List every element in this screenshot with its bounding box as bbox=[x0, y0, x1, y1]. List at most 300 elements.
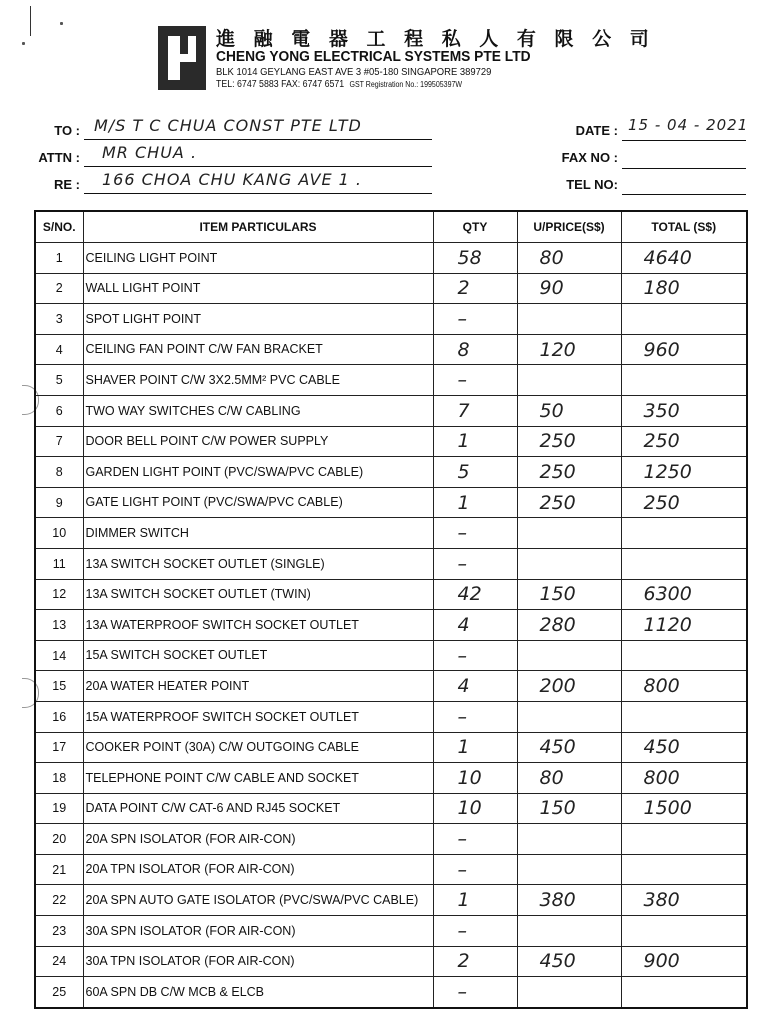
row-sno-cell bbox=[35, 610, 83, 641]
row-qty: 10 bbox=[457, 797, 482, 820]
row-total: 450 bbox=[643, 736, 680, 759]
row-item: GATE LIGHT POINT (PVC/SWA/PVC CABLE) bbox=[85, 495, 343, 510]
row-total-cell bbox=[621, 487, 747, 518]
row-sno-cell bbox=[35, 548, 83, 579]
row-qty-cell bbox=[433, 243, 517, 274]
row-total bbox=[622, 859, 644, 881]
row-item-cell bbox=[83, 701, 433, 732]
row-uprice-cell bbox=[517, 732, 621, 763]
row-item: GARDEN LIGHT POINT (PVC/SWA/PVC CABLE) bbox=[85, 464, 364, 479]
row-total-cell bbox=[621, 334, 747, 365]
row-item-cell bbox=[83, 610, 433, 641]
row-sno: 12 bbox=[52, 587, 67, 602]
row-qty: – bbox=[457, 705, 467, 728]
row-total bbox=[622, 522, 644, 544]
row-total: 1120 bbox=[643, 613, 692, 636]
row-qty-cell bbox=[433, 395, 517, 426]
row-qty-cell bbox=[433, 763, 517, 794]
row-item: 13A SWITCH SOCKET OUTLET (TWIN) bbox=[85, 587, 311, 602]
row-sno-cell bbox=[35, 273, 83, 304]
row-qty: 7 bbox=[457, 399, 470, 422]
row-total-cell bbox=[621, 457, 747, 488]
table-row bbox=[35, 579, 747, 610]
row-qty-cell bbox=[433, 671, 517, 702]
row-total: 180 bbox=[643, 277, 680, 300]
table-row bbox=[35, 243, 747, 274]
row-qty-cell bbox=[433, 701, 517, 732]
row-uprice-cell bbox=[517, 273, 621, 304]
row-total-cell bbox=[621, 273, 747, 304]
row-total: 380 bbox=[643, 889, 680, 912]
row-qty-cell bbox=[433, 273, 517, 304]
row-total: 800 bbox=[643, 675, 680, 698]
tel-label: TEL NO: bbox=[566, 177, 618, 192]
table-row bbox=[35, 426, 747, 457]
row-qty: 8 bbox=[457, 338, 470, 361]
table-row bbox=[35, 732, 747, 763]
row-qty: 4 bbox=[457, 613, 470, 636]
row-total: 350 bbox=[643, 399, 680, 422]
row-total-cell bbox=[621, 610, 747, 641]
header-total: TOTAL (S$) bbox=[621, 211, 747, 243]
row-uprice-cell bbox=[517, 426, 621, 457]
row-uprice-cell bbox=[517, 763, 621, 794]
row-item: DIMMER SWITCH bbox=[85, 525, 189, 540]
row-sno-cell bbox=[35, 304, 83, 335]
row-item-cell bbox=[83, 426, 433, 457]
row-sno-cell bbox=[35, 671, 83, 702]
row-uprice: 250 bbox=[539, 430, 576, 453]
row-total: 250 bbox=[643, 430, 680, 453]
table-row bbox=[35, 395, 747, 426]
row-qty-cell bbox=[433, 824, 517, 855]
row-sno: 3 bbox=[55, 311, 63, 326]
row-total bbox=[622, 920, 644, 942]
row-uprice-cell bbox=[517, 793, 621, 824]
row-sno: 13 bbox=[52, 617, 67, 632]
row-total-cell bbox=[621, 671, 747, 702]
row-uprice bbox=[518, 706, 540, 728]
row-uprice-cell bbox=[517, 457, 621, 488]
row-total bbox=[622, 828, 644, 850]
header-sno: S/NO. bbox=[35, 211, 83, 243]
row-qty: 58 bbox=[457, 246, 482, 269]
row-total: 4640 bbox=[643, 246, 692, 269]
table-row bbox=[35, 548, 747, 579]
row-qty: 42 bbox=[457, 583, 482, 606]
row-total-cell bbox=[621, 365, 747, 396]
row-total-cell bbox=[621, 243, 747, 274]
fax-label: FAX NO : bbox=[561, 150, 618, 165]
scan-mark bbox=[30, 6, 31, 36]
row-item: 30A SPN ISOLATOR (FOR AIR-CON) bbox=[85, 923, 296, 938]
row-uprice-cell bbox=[517, 334, 621, 365]
row-item: WALL LIGHT POINT bbox=[85, 281, 201, 296]
row-item-cell bbox=[83, 732, 433, 763]
scan-dot bbox=[22, 42, 25, 45]
row-total bbox=[622, 981, 644, 1003]
row-sno-cell bbox=[35, 487, 83, 518]
row-item: DATA POINT C/W CAT-6 AND RJ45 SOCKET bbox=[85, 801, 341, 816]
row-sno: 15 bbox=[52, 679, 67, 694]
row-uprice: 250 bbox=[539, 491, 576, 514]
row-qty-cell bbox=[433, 977, 517, 1008]
row-uprice: 280 bbox=[539, 613, 576, 636]
row-sno-cell bbox=[35, 916, 83, 947]
row-qty-cell bbox=[433, 548, 517, 579]
row-qty-cell bbox=[433, 365, 517, 396]
row-total bbox=[622, 553, 644, 575]
row-sno: 8 bbox=[55, 464, 63, 479]
row-qty: 5 bbox=[457, 460, 470, 483]
row-qty: 1 bbox=[457, 491, 470, 514]
attn-label: ATTN : bbox=[38, 150, 80, 165]
row-total-cell bbox=[621, 518, 747, 549]
table-row bbox=[35, 824, 747, 855]
row-qty: 1 bbox=[457, 889, 470, 912]
row-item: TELEPHONE POINT C/W CABLE AND SOCKET bbox=[85, 770, 359, 785]
row-qty: – bbox=[457, 644, 467, 667]
row-uprice: 150 bbox=[539, 583, 576, 606]
row-item: CEILING FAN POINT C/W FAN BRACKET bbox=[85, 342, 323, 357]
row-qty: – bbox=[457, 522, 467, 545]
row-uprice-cell bbox=[517, 365, 621, 396]
re-label: RE : bbox=[54, 177, 80, 192]
row-qty-cell bbox=[433, 487, 517, 518]
row-uprice-cell bbox=[517, 243, 621, 274]
table-row bbox=[35, 457, 747, 488]
row-item-cell bbox=[83, 977, 433, 1008]
items-table bbox=[34, 210, 748, 1009]
row-uprice bbox=[518, 645, 540, 667]
table-row bbox=[35, 763, 747, 794]
row-sno: 24 bbox=[52, 954, 67, 969]
row-qty-cell bbox=[433, 640, 517, 671]
company-phone-fax: TEL: 6747 5883 FAX: 6747 6571 bbox=[216, 79, 345, 90]
row-uprice bbox=[518, 553, 540, 575]
row-uprice-cell bbox=[517, 579, 621, 610]
row-total bbox=[622, 369, 644, 391]
table-row bbox=[35, 854, 747, 885]
row-item-cell bbox=[83, 548, 433, 579]
row-item: 60A SPN DB C/W MCB & ELCB bbox=[85, 984, 265, 999]
row-uprice-cell bbox=[517, 854, 621, 885]
row-sno: 16 bbox=[52, 709, 67, 724]
row-sno-cell bbox=[35, 334, 83, 365]
to-value: M/S T C CHUA CONST PTE LTD bbox=[94, 116, 362, 135]
row-item-cell bbox=[83, 763, 433, 794]
to-label: TO : bbox=[54, 123, 80, 138]
row-sno: 10 bbox=[52, 526, 67, 541]
row-item-cell bbox=[83, 487, 433, 518]
row-uprice: 120 bbox=[539, 338, 576, 361]
row-uprice-cell bbox=[517, 518, 621, 549]
row-total-cell bbox=[621, 824, 747, 855]
re-value: 166 CHOA CHU KANG AVE 1 . bbox=[102, 170, 362, 189]
row-item-cell bbox=[83, 793, 433, 824]
row-item: 13A WATERPROOF SWITCH SOCKET OUTLET bbox=[85, 617, 359, 632]
company-name-chinese: 進 融 電 器 工 程 私 人 有 限 公 司 bbox=[216, 28, 655, 50]
row-item-cell bbox=[83, 395, 433, 426]
row-item-cell bbox=[83, 854, 433, 885]
row-total bbox=[622, 308, 644, 330]
row-uprice bbox=[518, 859, 540, 881]
row-uprice-cell bbox=[517, 671, 621, 702]
row-item-cell bbox=[83, 579, 433, 610]
row-sno: 17 bbox=[52, 740, 67, 755]
row-sno-cell bbox=[35, 885, 83, 916]
row-qty-cell bbox=[433, 885, 517, 916]
row-sno: 9 bbox=[55, 495, 63, 510]
row-uprice bbox=[518, 369, 540, 391]
row-uprice: 450 bbox=[539, 736, 576, 759]
row-sno: 19 bbox=[52, 801, 67, 816]
scan-dot bbox=[60, 22, 63, 25]
company-logo bbox=[158, 26, 206, 90]
row-uprice-cell bbox=[517, 640, 621, 671]
row-total-cell bbox=[621, 793, 747, 824]
row-sno-cell bbox=[35, 457, 83, 488]
row-qty: 2 bbox=[457, 277, 470, 300]
date-value: 15 - 04 - 2021 bbox=[628, 116, 749, 134]
row-total: 1500 bbox=[643, 797, 692, 820]
row-qty: – bbox=[457, 858, 467, 881]
row-uprice-cell bbox=[517, 824, 621, 855]
company-name: CHENG YONG ELECTRICAL SYSTEMS PTE LTD bbox=[216, 49, 531, 65]
row-qty: – bbox=[457, 307, 467, 330]
row-sno-cell bbox=[35, 977, 83, 1008]
header-item: ITEM PARTICULARS bbox=[83, 211, 433, 243]
row-item: 15A WATERPROOF SWITCH SOCKET OUTLET bbox=[85, 709, 359, 724]
row-item: DOOR BELL POINT C/W POWER SUPPLY bbox=[85, 434, 329, 449]
row-sno: 22 bbox=[52, 893, 67, 908]
row-sno: 18 bbox=[52, 770, 67, 785]
table-row bbox=[35, 487, 747, 518]
row-uprice-cell bbox=[517, 304, 621, 335]
row-uprice: 450 bbox=[539, 950, 576, 973]
row-sno-cell bbox=[35, 243, 83, 274]
company-address: BLK 1014 GEYLANG EAST AVE 3 #05-180 SINGAPORE 389729 bbox=[216, 66, 492, 78]
row-sno: 25 bbox=[52, 985, 67, 1000]
row-item: SPOT LIGHT POINT bbox=[85, 311, 202, 326]
row-sno: 1 bbox=[55, 250, 63, 265]
row-item: 15A SWITCH SOCKET OUTLET bbox=[85, 648, 268, 663]
row-total: 800 bbox=[643, 766, 680, 789]
row-qty: 1 bbox=[457, 736, 470, 759]
row-qty: – bbox=[457, 552, 467, 575]
row-qty: – bbox=[457, 369, 467, 392]
row-item: 20A SPN ISOLATOR (FOR AIR-CON) bbox=[85, 831, 296, 846]
row-uprice bbox=[518, 981, 540, 1003]
row-item: 20A TPN ISOLATOR (FOR AIR-CON) bbox=[85, 862, 295, 877]
tel-field[interactable] bbox=[622, 174, 746, 195]
row-qty: 1 bbox=[457, 430, 470, 453]
row-sno-cell bbox=[35, 946, 83, 977]
row-total-cell bbox=[621, 916, 747, 947]
row-total-cell bbox=[621, 946, 747, 977]
company-gst: GST Registration No.: 199505397W bbox=[349, 80, 463, 89]
row-total-cell bbox=[621, 701, 747, 732]
row-total-cell bbox=[621, 395, 747, 426]
row-item-cell bbox=[83, 916, 433, 947]
row-uprice: 250 bbox=[539, 460, 576, 483]
header-qty: QTY bbox=[433, 211, 517, 243]
row-uprice: 380 bbox=[539, 889, 576, 912]
table-row bbox=[35, 640, 747, 671]
row-uprice-cell bbox=[517, 977, 621, 1008]
row-item-cell bbox=[83, 273, 433, 304]
row-qty-cell bbox=[433, 854, 517, 885]
row-uprice: 80 bbox=[539, 246, 564, 269]
table-row bbox=[35, 793, 747, 824]
row-sno: 7 bbox=[55, 434, 63, 449]
fax-field[interactable] bbox=[622, 148, 746, 169]
table-row bbox=[35, 977, 747, 1008]
row-sno-cell bbox=[35, 732, 83, 763]
row-sno: 23 bbox=[52, 923, 67, 938]
row-sno: 2 bbox=[55, 281, 63, 296]
row-item: SHAVER POINT C/W 3X2.5MM² PVC CABLE bbox=[85, 372, 340, 387]
table-row bbox=[35, 334, 747, 365]
row-uprice-cell bbox=[517, 395, 621, 426]
row-item-cell bbox=[83, 304, 433, 335]
row-item: 30A TPN ISOLATOR (FOR AIR-CON) bbox=[85, 954, 295, 969]
row-uprice-cell bbox=[517, 487, 621, 518]
row-sno-cell bbox=[35, 640, 83, 671]
row-sno-cell bbox=[35, 395, 83, 426]
row-sno: 6 bbox=[55, 403, 63, 418]
row-qty-cell bbox=[433, 334, 517, 365]
row-total-cell bbox=[621, 640, 747, 671]
row-qty-cell bbox=[433, 610, 517, 641]
row-item-cell bbox=[83, 334, 433, 365]
table-row bbox=[35, 365, 747, 396]
row-qty-cell bbox=[433, 579, 517, 610]
table-row bbox=[35, 610, 747, 641]
row-total-cell bbox=[621, 977, 747, 1008]
row-uprice bbox=[518, 920, 540, 942]
row-total: 6300 bbox=[643, 583, 692, 606]
table-header-row bbox=[35, 211, 747, 243]
row-uprice-cell bbox=[517, 548, 621, 579]
row-qty: 2 bbox=[457, 950, 470, 973]
row-uprice: 200 bbox=[539, 675, 576, 698]
row-total-cell bbox=[621, 763, 747, 794]
row-uprice bbox=[518, 522, 540, 544]
row-uprice bbox=[518, 308, 540, 330]
row-qty: – bbox=[457, 828, 467, 851]
row-sno-cell bbox=[35, 701, 83, 732]
attn-value: MR CHUA . bbox=[102, 143, 198, 162]
row-sno-cell bbox=[35, 426, 83, 457]
row-total: 900 bbox=[643, 950, 680, 973]
row-qty-cell bbox=[433, 457, 517, 488]
row-qty: 4 bbox=[457, 675, 470, 698]
row-sno: 20 bbox=[52, 832, 67, 847]
row-item-cell bbox=[83, 824, 433, 855]
row-total: 960 bbox=[643, 338, 680, 361]
row-item-cell bbox=[83, 946, 433, 977]
row-qty: 10 bbox=[457, 766, 482, 789]
row-item-cell bbox=[83, 671, 433, 702]
row-item: 20A WATER HEATER POINT bbox=[85, 678, 250, 693]
row-uprice-cell bbox=[517, 610, 621, 641]
row-uprice: 80 bbox=[539, 766, 564, 789]
row-uprice: 90 bbox=[539, 277, 564, 300]
row-sno-cell bbox=[35, 854, 83, 885]
row-item: 13A SWITCH SOCKET OUTLET (SINGLE) bbox=[85, 556, 325, 571]
row-sno-cell bbox=[35, 579, 83, 610]
row-item-cell bbox=[83, 457, 433, 488]
row-total-cell bbox=[621, 579, 747, 610]
row-qty-cell bbox=[433, 732, 517, 763]
row-sno: 21 bbox=[52, 862, 67, 877]
row-item: CEILING LIGHT POINT bbox=[85, 250, 218, 265]
row-sno-cell bbox=[35, 518, 83, 549]
row-total-cell bbox=[621, 548, 747, 579]
row-sno-cell bbox=[35, 365, 83, 396]
row-qty-cell bbox=[433, 426, 517, 457]
row-item-cell bbox=[83, 640, 433, 671]
row-uprice-cell bbox=[517, 916, 621, 947]
table-row bbox=[35, 885, 747, 916]
company-contact bbox=[216, 79, 462, 90]
table-row bbox=[35, 304, 747, 335]
row-uprice-cell bbox=[517, 885, 621, 916]
row-uprice bbox=[518, 828, 540, 850]
row-total-cell bbox=[621, 426, 747, 457]
row-total bbox=[622, 706, 644, 728]
table-row bbox=[35, 916, 747, 947]
row-total-cell bbox=[621, 854, 747, 885]
row-qty-cell bbox=[433, 916, 517, 947]
row-sno-cell bbox=[35, 824, 83, 855]
row-item-cell bbox=[83, 243, 433, 274]
row-qty-cell bbox=[433, 793, 517, 824]
table-row bbox=[35, 701, 747, 732]
table-row bbox=[35, 273, 747, 304]
row-total-cell bbox=[621, 732, 747, 763]
table-row bbox=[35, 671, 747, 702]
date-label: DATE : bbox=[575, 123, 618, 138]
row-item-cell bbox=[83, 885, 433, 916]
row-uprice-cell bbox=[517, 946, 621, 977]
header-uprice: U/PRICE(S$) bbox=[517, 211, 621, 243]
row-total-cell bbox=[621, 885, 747, 916]
row-item: TWO WAY SWITCHES C/W CABLING bbox=[85, 403, 301, 418]
row-uprice: 50 bbox=[539, 399, 564, 422]
row-sno: 11 bbox=[52, 556, 66, 571]
row-total-cell bbox=[621, 304, 747, 335]
row-sno-cell bbox=[35, 763, 83, 794]
row-item-cell bbox=[83, 365, 433, 396]
row-sno-cell bbox=[35, 793, 83, 824]
row-sno: 5 bbox=[55, 373, 63, 388]
row-uprice: 150 bbox=[539, 797, 576, 820]
table-row bbox=[35, 946, 747, 977]
row-item: 20A SPN AUTO GATE ISOLATOR (PVC/SWA/PVC CABLE) bbox=[85, 893, 419, 908]
row-qty-cell bbox=[433, 304, 517, 335]
row-total: 250 bbox=[643, 491, 680, 514]
row-qty: – bbox=[457, 919, 467, 942]
row-item: COOKER POINT (30A) C/W OUTGOING CABLE bbox=[85, 740, 359, 755]
row-qty-cell bbox=[433, 946, 517, 977]
row-qty-cell bbox=[433, 518, 517, 549]
row-uprice-cell bbox=[517, 701, 621, 732]
row-total bbox=[622, 645, 644, 667]
row-item-cell bbox=[83, 518, 433, 549]
row-sno: 4 bbox=[55, 342, 63, 357]
